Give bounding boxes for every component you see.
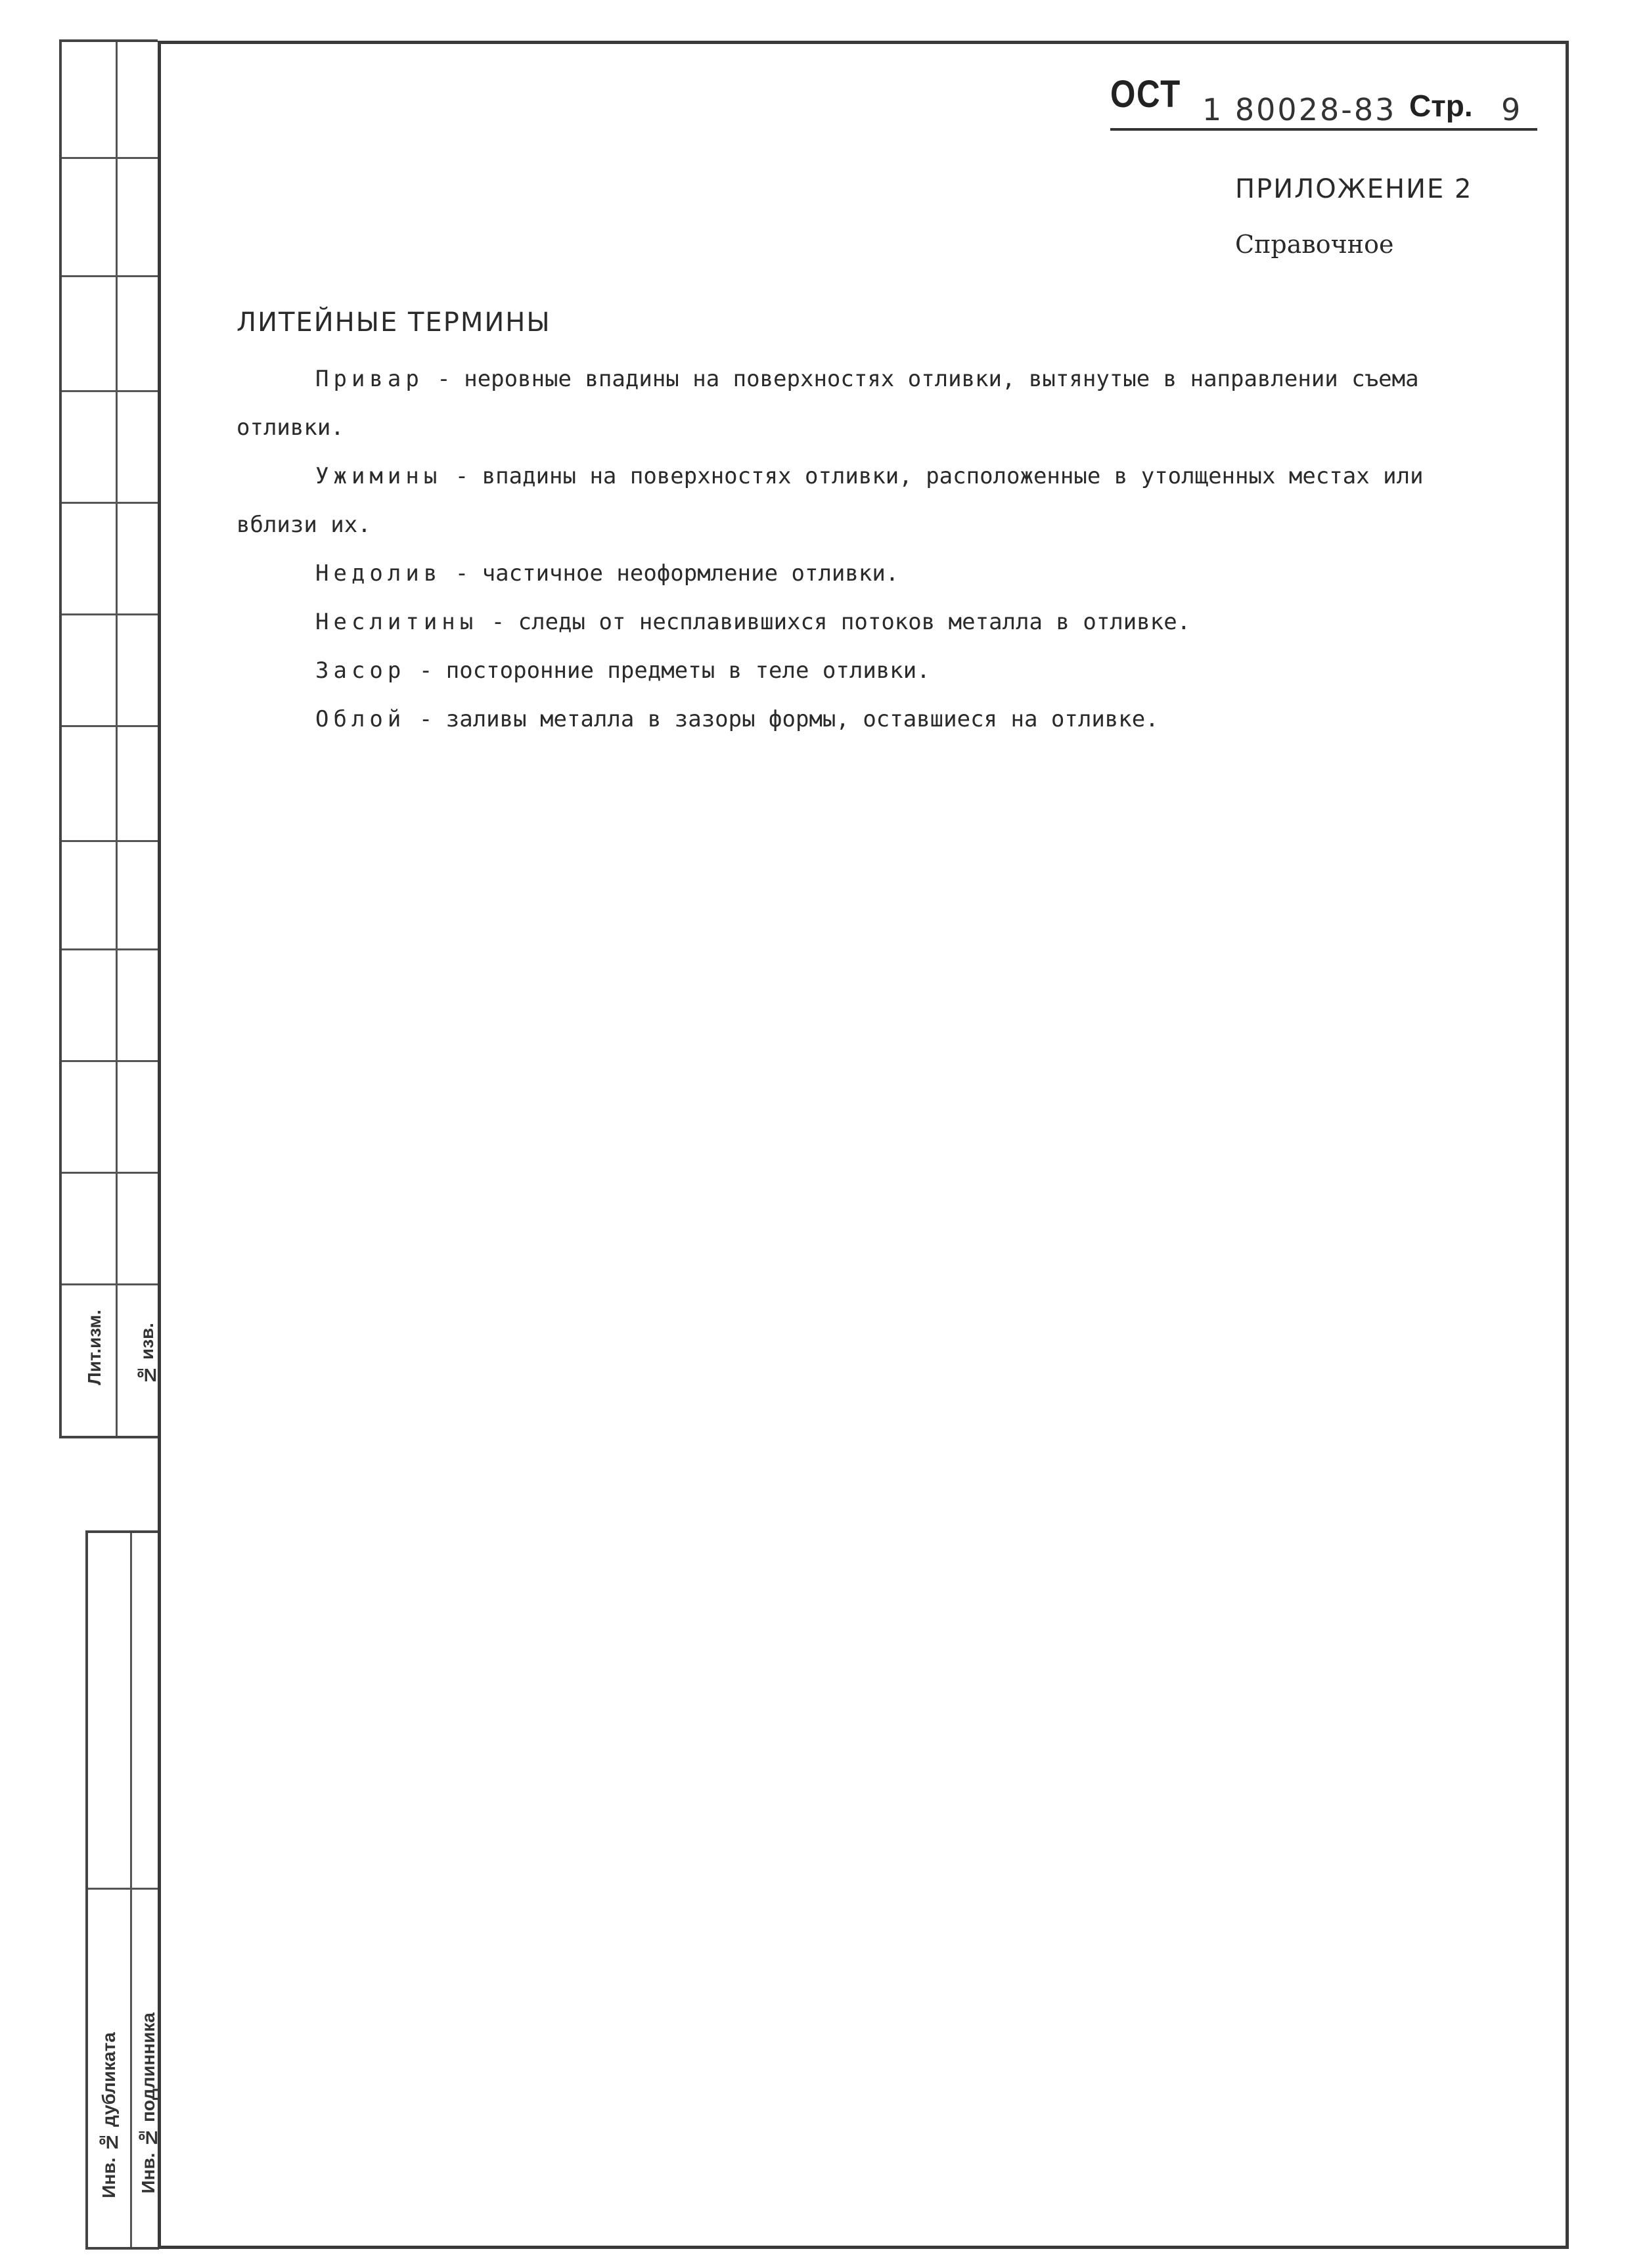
label-inv-original: Инв. № подлинника (138, 2012, 158, 2194)
term-paragraph (237, 598, 1498, 646)
term-paragraph (237, 549, 1498, 598)
page-number: 9 (1501, 92, 1521, 127)
label-lit-izm: Лит.изм. (84, 1310, 104, 1385)
term-definition: - заливы металла в зазоры формы, оставшиеся на отливке. (405, 706, 1159, 732)
appendix-status: Справочное (1235, 230, 1394, 259)
term-name: Неслитины (315, 609, 478, 635)
term-definition: - впадины на поверхностях отливки, расположенные в утолщенных местах или вблизи их. (237, 463, 1424, 538)
term-paragraph (237, 646, 1498, 695)
term-name: Привар (315, 366, 424, 392)
term-definition: - посторонние предметы в теле отливки. (405, 657, 930, 684)
margin-stamp-top (59, 39, 158, 1438)
term-name: Облой (315, 706, 406, 732)
document-header (1110, 72, 1537, 131)
term-name: Засор (315, 657, 406, 684)
label-inv-duplicate: Инв. № дубликата (99, 2032, 119, 2198)
term-name: Недолив (315, 560, 442, 587)
standard-number: 1 80028-83 (1202, 92, 1397, 127)
term-definition: - следы от несплавившихся потоков металла в отливке. (478, 609, 1191, 635)
term-paragraph (237, 452, 1498, 549)
label-izv: № изв. (137, 1323, 157, 1385)
term-definition: - частичное неоформление отливки. (441, 560, 899, 587)
term-name: Ужимины (315, 463, 442, 489)
section-title: ЛИТЕЙНЫЕ ТЕРМИНЫ (237, 307, 551, 338)
page-label: Стр. (1409, 89, 1473, 123)
standard-prefix: ОСТ (1110, 73, 1181, 116)
appendix-title: ПРИЛОЖЕНИЕ 2 (1235, 174, 1473, 204)
margin-stamp-bottom (85, 1530, 159, 2250)
terms-list (237, 355, 1498, 744)
term-paragraph (237, 355, 1498, 452)
term-paragraph (237, 695, 1498, 744)
term-definition: - неровные впадины на поверхностях отливки, вытянутые в направлении съема отливки. (237, 366, 1419, 441)
